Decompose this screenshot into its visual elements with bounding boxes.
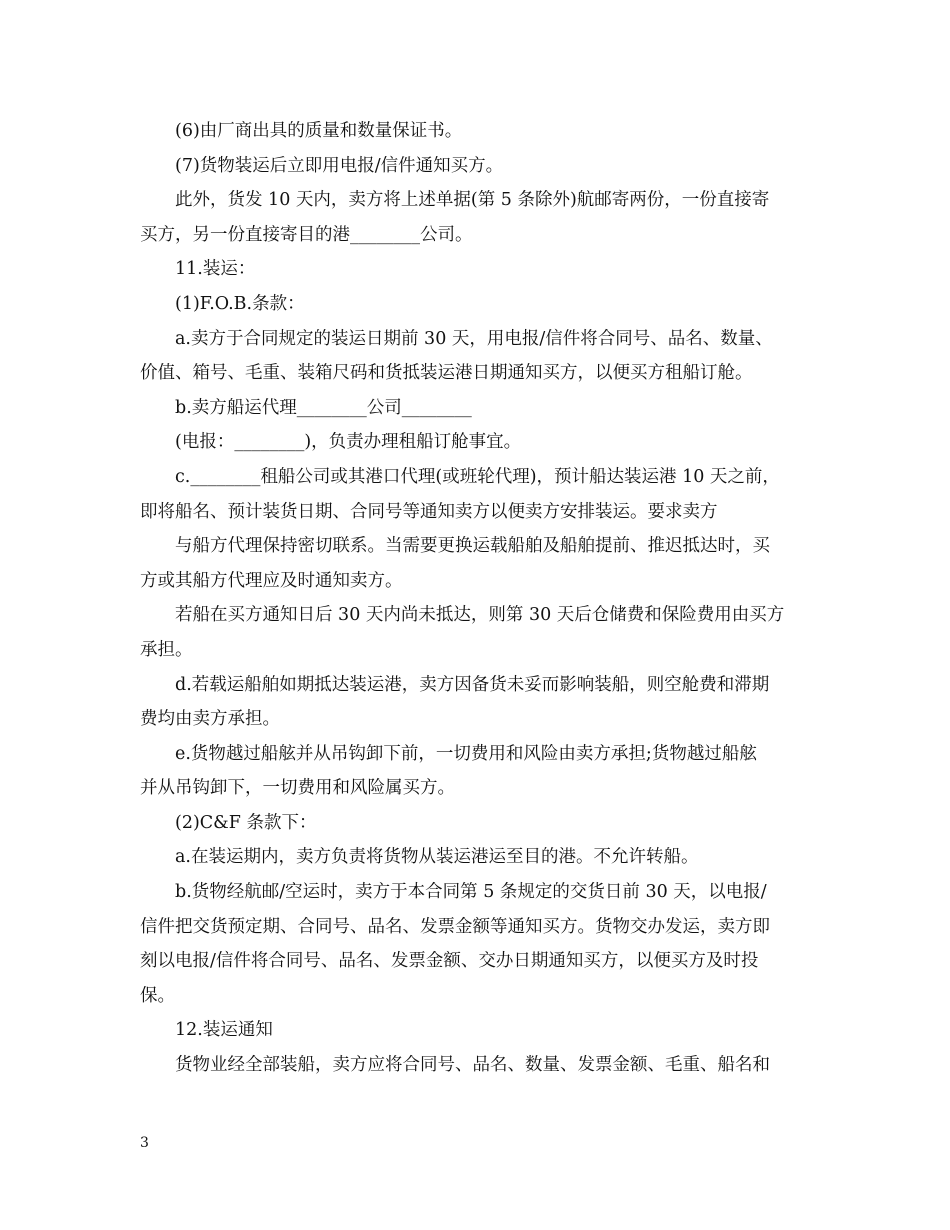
text-line: b.货物经航邮/空运时，卖方于本合同第 5 条规定的交货日前 30 天，以电报/ — [175, 882, 767, 903]
text-line: (7)货物装运后立即用电报/信件通知买方。 — [175, 155, 504, 176]
page-number: 3 — [140, 1135, 149, 1151]
text-line: 费均由卖方承担。 — [140, 709, 280, 730]
text-line: c.________租船公司或其港口代理(或班轮代理)，预计船达装运港 10 天之前， — [175, 466, 780, 487]
text-line: 并从吊钩卸下，一切费用和风险属买方。 — [140, 778, 455, 799]
document-body — [140, 114, 815, 1083]
text-line: 刻以电报/信件将合同号、品名、发票金额、交办日期通知买方，以便买方及时投 — [140, 951, 759, 972]
text-line: 11.装运： — [175, 259, 256, 280]
text-line: 若船在买方通知日后 30 天内尚未抵达，则第 30 天后仓储费和保险费用由买方 — [175, 605, 785, 626]
text-line: 此外，货发 10 天内，卖方将上述单据(第 5 条除外)航邮寄两份，一份直接寄 — [175, 190, 770, 211]
text-line: 价值、箱号、毛重、装箱尺码和货抵装运港日期通知买方，以便买方租船订舱。 — [140, 363, 753, 384]
text-line: e.货物越过船舷并从吊钩卸下前，一切费用和风险由卖方承担;货物越过船舷 — [175, 743, 757, 764]
text-line: (6)由厂商出具的质量和数量保证书。 — [175, 121, 463, 141]
text-line: 与船方代理保持密切联系。当需要更换运载船舶及船舶提前、推迟抵达时，买 — [175, 536, 770, 557]
text-line: 信件把交货预定期、合同号、品名、发票金额等通知买方。货物交办发运，卖方即 — [140, 916, 770, 937]
text-line: (2)C&F 条款下： — [175, 812, 317, 833]
text-line: 方或其船方代理应及时通知卖方。 — [140, 570, 403, 591]
text-line: (电报：________)，负责办理租船订舱事宜。 — [175, 432, 522, 453]
text-line: 保。 — [140, 985, 175, 1006]
text-line: a.在装运期内，卖方负责将货物从装运港运至目的港。不允许转船。 — [175, 847, 699, 868]
text-line: 即将船名、预计装货日期、合同号等通知卖方以便卖方安排装运。要求卖方 — [140, 501, 718, 522]
text-line: 承担。 — [140, 639, 193, 660]
text-line: a.卖方于合同规定的装运日期前 30 天，用电报/信件将合同号、品名、数量、 — [175, 328, 773, 349]
text-line: 货物业经全部装船，卖方应将合同号、品名、数量、发票金额、毛重、船名和 — [175, 1055, 770, 1076]
text-line: 12.装运通知 — [175, 1020, 273, 1041]
text-line: (1)F.O.B.条款： — [175, 293, 305, 314]
text-line: b.卖方船运代理________公司________ — [175, 397, 472, 418]
text-line: 买方，另一份直接寄目的港________公司。 — [140, 224, 473, 245]
text-line: d.若载运船舶如期抵达装运港，卖方因备货未妥而影响装船，则空舱费和滞期 — [175, 674, 770, 695]
